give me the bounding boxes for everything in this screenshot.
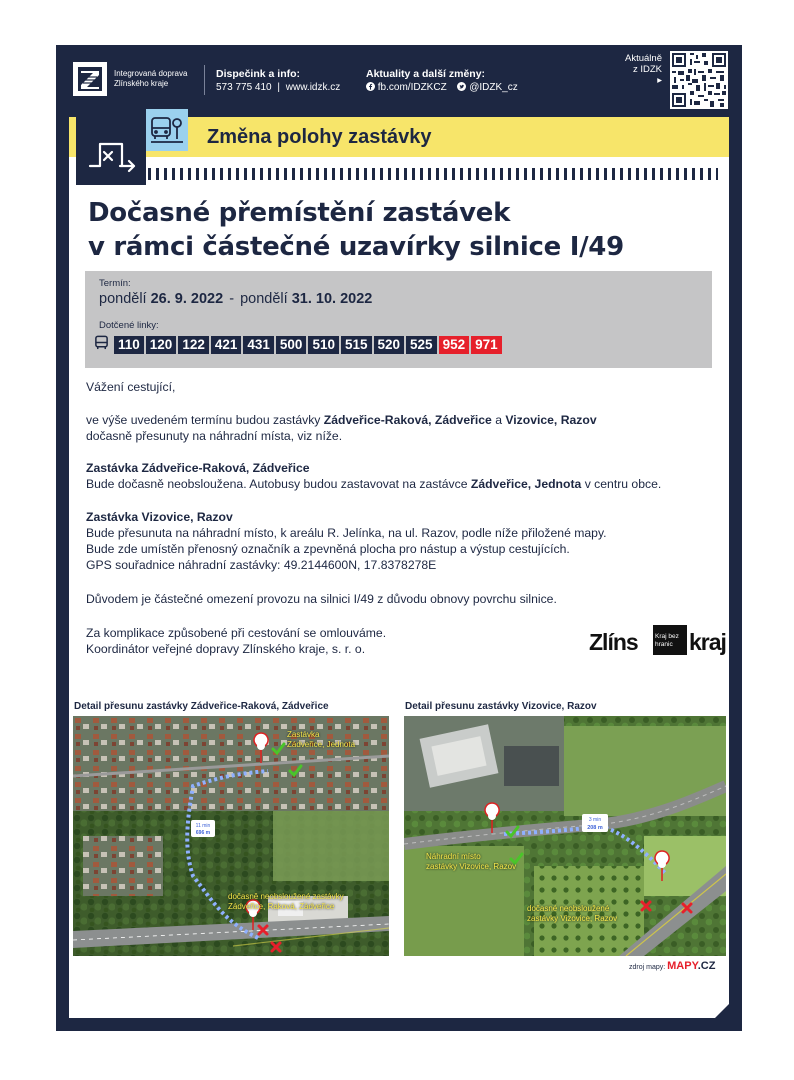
line-badge: 515 <box>341 336 372 354</box>
dispatch-phone[interactable]: 573 775 410 <box>216 82 272 93</box>
map1-old-stop-label: dočasně neobsloužené zastávky Zádveřice, Raková, Zádveřice <box>228 892 344 911</box>
corner-fold <box>715 1004 729 1018</box>
qr-label: Aktuálně z IDZK ▸ <box>625 53 662 86</box>
header <box>56 45 742 115</box>
bus-stop-icon <box>146 109 188 151</box>
line-badge: 421 <box>211 336 242 354</box>
map2-caption: Detail přesunu zastávky Vizovice, Razov <box>405 701 597 712</box>
idzk-logo-icon <box>73 62 107 96</box>
facebook-link[interactable]: fb.com/IDZKCZ <box>377 82 447 93</box>
map2-route-dist: 208 m <box>587 825 603 831</box>
facebook-icon <box>366 82 378 93</box>
closing-paragraph: Za komplikace způsobené při cestování se omlouváme. Koordinátor veřejné dopravy Zlínského kraje, s. r. o. <box>86 626 387 656</box>
dispatch-web-link[interactable]: www.idzk.cz <box>285 82 341 93</box>
map2-route-time: 3 min <box>588 817 602 823</box>
org-name: Integrovaná doprava Zlínského kraje <box>114 69 188 88</box>
lines-label: Dotčené linky: <box>99 320 159 331</box>
line-badge: 500 <box>276 336 307 354</box>
map1-route-dist: 696 m <box>195 830 211 836</box>
section-razov: Zastávka Vizovice, Razov Bude přesunuta na náhradní místo, k areálu R. Jelínka, na ul. Razov, podle níže přiložené mapy. Bude zde umístěn přenosný označník a zpevněná plocha pro nástup a výstup cestujících. GPS souřadnice náhradní zastávky: 49.2144600N, 17.8378278E <box>86 510 607 572</box>
map1-new-stop-label: Zastávka Zádveřice, Jednota <box>287 730 356 749</box>
map2-old-stop-label: dočasné neobsloužené zastávky Vizovice, Razov <box>527 904 618 923</box>
poster <box>56 45 742 1031</box>
line-badge-highlighted: 952 <box>439 336 470 354</box>
banner-title: Změna polohy zastávky <box>207 126 432 148</box>
page-title: Dočasné přemístění zastávek v rámci částečné uzavírky silnice I/49 <box>88 198 624 262</box>
stop-relocation-icon <box>76 116 146 185</box>
intro-paragraph: ve výše uvedeném termínu budou zastávky Zádveřice-Raková, Zádveřice a Vizovice, Razov dočasně přesunuty na náhradní místa, viz níže. <box>86 413 597 443</box>
bus-icon <box>94 335 109 355</box>
map2-new-stop-label: Náhradní místo zastávky Vizovice, Razov <box>426 852 517 871</box>
qr-code-icon[interactable] <box>670 51 728 109</box>
line-badge: 525 <box>406 336 437 354</box>
map-rakova[interactable] <box>73 716 389 956</box>
lines-row <box>94 336 504 354</box>
reason-paragraph: Důvodem je částečné omezení provozu na silnici I/49 z důvodu obnovy povrchu silnice. <box>86 592 557 606</box>
term-lines-box <box>85 271 712 368</box>
section-rakova: Zastávka Zádveřice-Raková, Zádveřice Bude dočasně neobsloužena. Autobusy budou zastavovat na zastávce Zádveřice, Jednota v centru obce. <box>86 461 662 491</box>
map1-route-time: 11 min <box>195 823 211 829</box>
greeting: Vážení cestující, <box>86 380 176 394</box>
zlinsky-kraj-logo: Zlíns Kraj bez hranic kraj <box>589 620 719 660</box>
twitter-link[interactable]: @IDZK_cz <box>469 82 518 93</box>
line-badge: 120 <box>146 336 177 354</box>
line-badge: 122 <box>178 336 209 354</box>
twitter-icon <box>457 82 469 93</box>
line-badge: 431 <box>243 336 274 354</box>
term-label: Termín: <box>99 278 131 289</box>
map-razov[interactable] <box>404 716 726 956</box>
term-value: pondělí 26. 9. 2022 - pondělí 31. 10. 2022 <box>99 291 373 307</box>
line-badge: 520 <box>374 336 405 354</box>
dashed-divider <box>148 168 718 180</box>
dispatch-info: Dispečink a info: 573 775 410 | www.idzk.cz <box>216 68 341 93</box>
news-info: Aktuality a další změny: fb.com/IDZKCZ @IDZK_cz <box>366 68 518 93</box>
region-logo-tag: Kraj bez hranic <box>653 625 687 655</box>
line-badge: 510 <box>308 336 339 354</box>
content-panel <box>69 117 729 1018</box>
header-divider <box>204 65 205 95</box>
map1-caption: Detail přesunu zastávky Zádveřice-Raková, Zádveřice <box>74 701 329 712</box>
map-credit: zdroj mapy: MAPY.CZ <box>629 960 716 972</box>
line-badge: 110 <box>114 336 144 354</box>
mapy-logo: MAPY.CZ <box>667 960 716 972</box>
line-badge-highlighted: 971 <box>471 336 502 354</box>
